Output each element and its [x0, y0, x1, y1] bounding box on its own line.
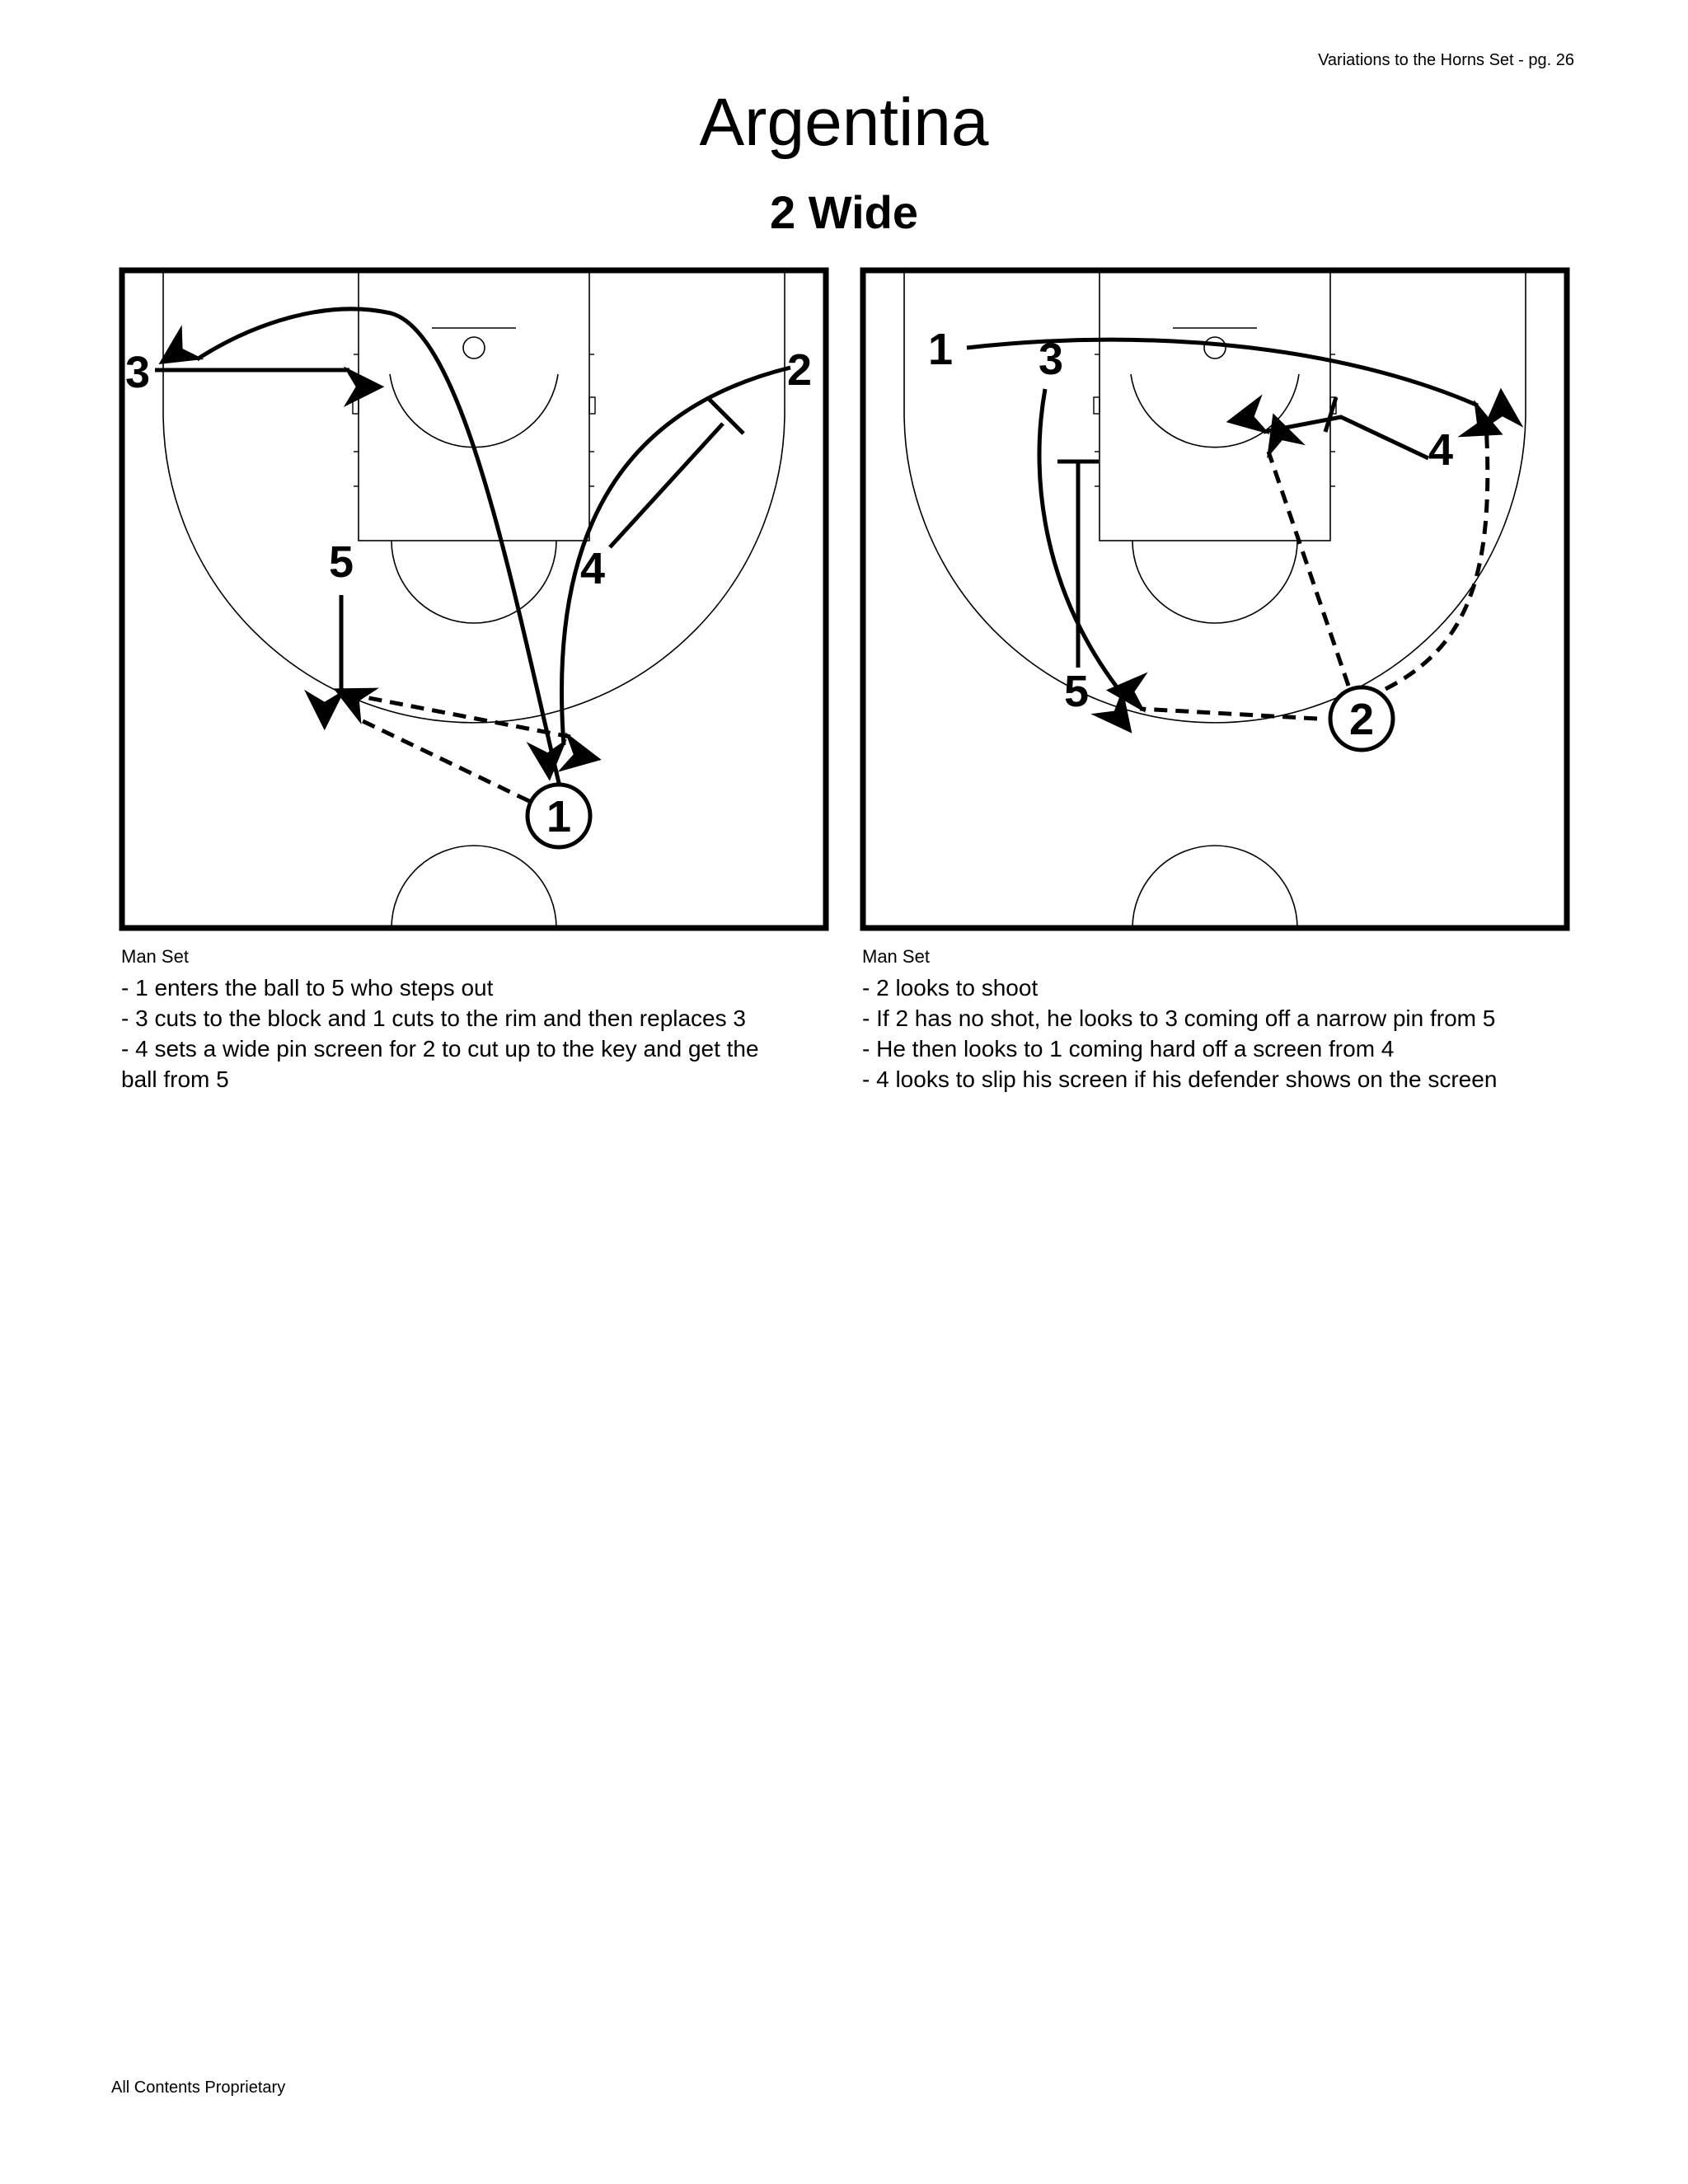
court-lines	[863, 270, 1567, 928]
movement-paths	[967, 340, 1488, 719]
note-line: - 4 looks to slip his screen if his defender shows on the screen	[862, 1066, 1498, 1092]
notes-label: Man Set	[862, 946, 930, 967]
screen-4-slip	[1264, 417, 1428, 458]
court-svg-1	[119, 267, 829, 931]
note-line: - 1 enters the ball to 5 who steps out	[121, 974, 494, 1001]
player-3: 3	[1038, 335, 1064, 384]
player-2: 2	[1348, 695, 1375, 744]
cut-1-to-rim	[197, 309, 560, 786]
court-svg-2	[860, 267, 1570, 931]
note-line: - If 2 has no shot, he looks to 3 coming off a narrow pin from 5	[862, 1005, 1496, 1031]
note-line: ball from 5	[121, 1066, 229, 1092]
notes-diagram-1	[121, 944, 846, 1095]
page-header: Variations to the Horns Set - pg. 26	[1318, 51, 1574, 69]
footer-text: All Contents Proprietary	[111, 2079, 286, 2097]
player-5: 5	[1063, 667, 1090, 716]
player-2: 2	[786, 345, 813, 395]
court-diagram-1	[119, 267, 829, 931]
player-5: 5	[328, 537, 354, 587]
pass-2-to-3-screen	[1268, 452, 1348, 686]
player-4: 4	[579, 544, 606, 593]
pass-1-to-5	[358, 719, 529, 801]
note-line: - He then looks to 1 coming hard off a screen from 4	[862, 1035, 1395, 1062]
screen-4	[610, 424, 723, 547]
player-1: 1	[927, 325, 954, 374]
note-line: - 2 looks to shoot	[862, 974, 1039, 1001]
cut-3-off-pin	[1039, 389, 1123, 696]
play-title: Argentina	[699, 85, 989, 160]
play-subtitle: 2 Wide	[770, 186, 918, 238]
player-1: 1	[546, 792, 572, 841]
players	[928, 325, 1453, 750]
notes-label: Man Set	[121, 946, 189, 967]
player-4: 4	[1428, 425, 1454, 475]
notes-diagram-2	[862, 944, 1587, 1095]
note-line: - 4 sets a wide pin screen for 2 to cut up to the key and get the	[121, 1035, 759, 1062]
pass-5-to-2	[348, 694, 570, 737]
court-diagram-2	[860, 267, 1570, 931]
note-line: - 3 cuts to the block and 1 cuts to the rim and then replaces 3	[121, 1005, 746, 1031]
movement-paths	[155, 309, 790, 801]
screen-4-bar	[709, 399, 743, 434]
player-3: 3	[124, 348, 151, 397]
